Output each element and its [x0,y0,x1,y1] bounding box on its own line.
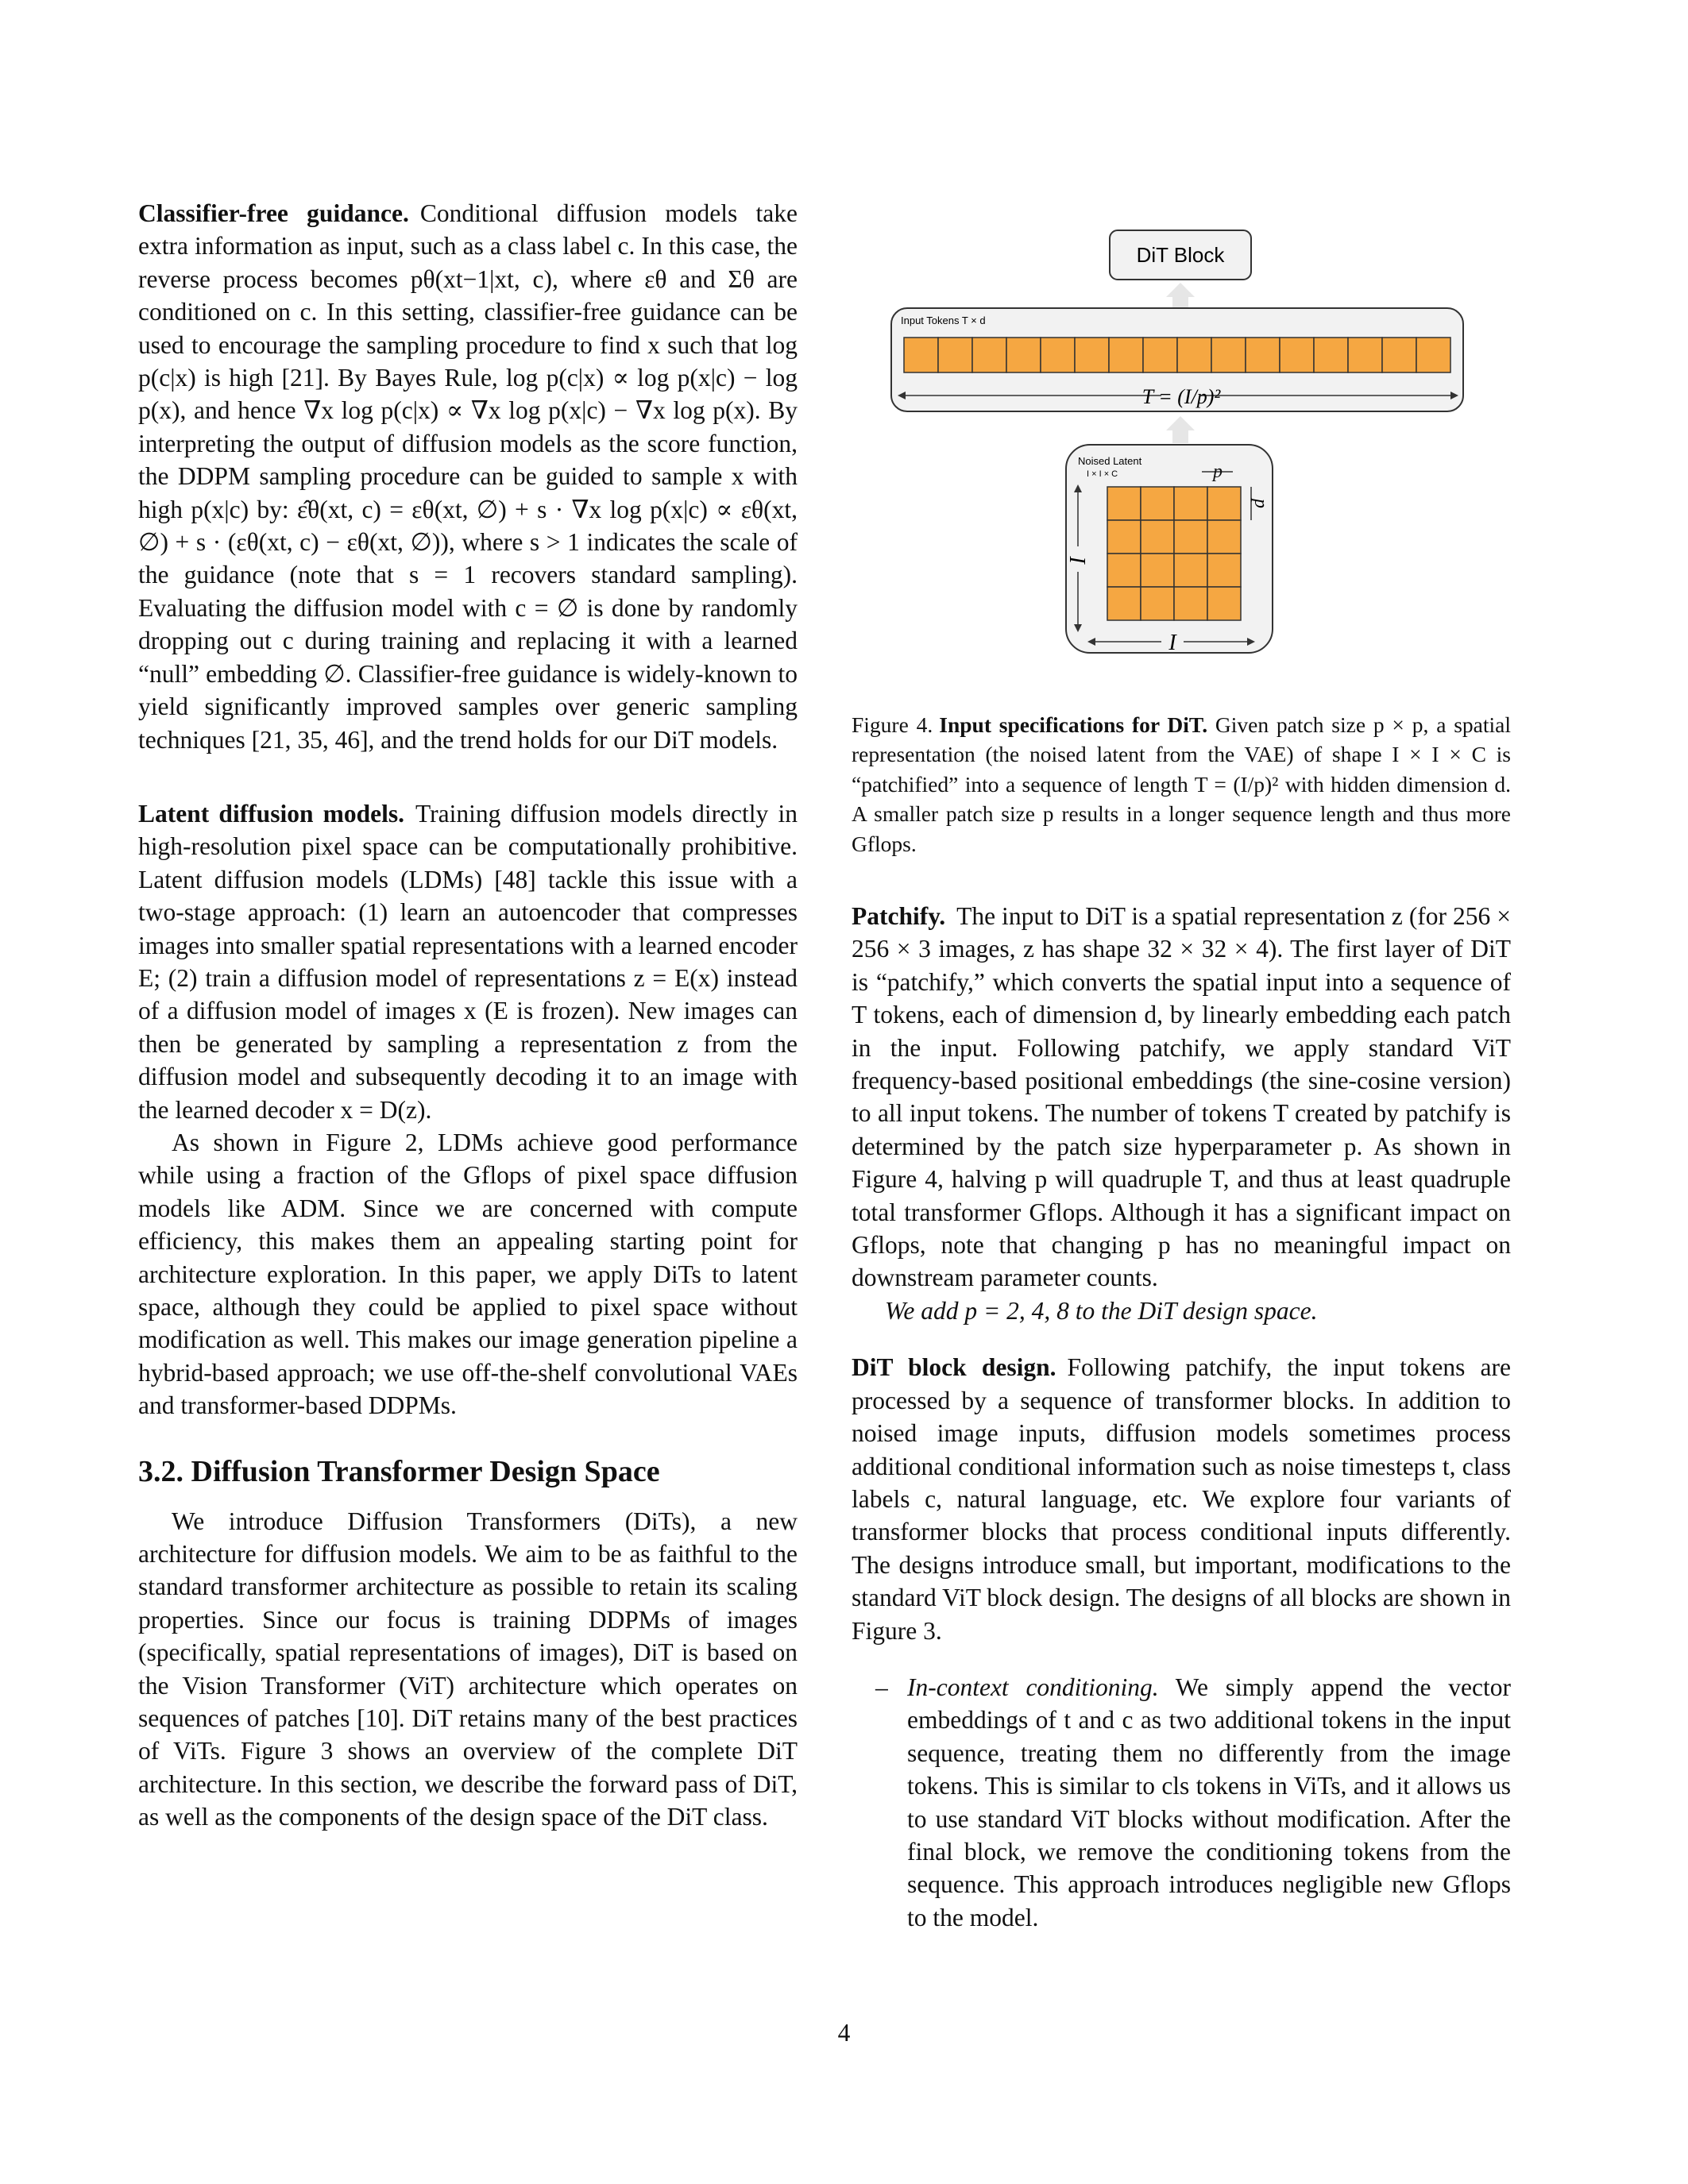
token-cell [1075,338,1109,372]
right-column [852,900,1511,1934]
caption-label: Figure 4. [852,712,933,737]
cfg-paragraph [138,197,798,756]
side-width-label: I [1168,631,1176,655]
latent-patch [1141,487,1174,520]
block-design-heading: DiT block design. [852,1353,1056,1382]
bullet-dash: – [875,1673,888,1701]
section-heading: 3.2. Diffusion Transformer Design Space [138,1454,660,1488]
latent-patch [1174,554,1207,587]
latent-patch [1107,520,1141,554]
page-number: 4 [837,2019,851,2047]
latent-patch [1207,587,1241,620]
token-cell [1006,338,1041,372]
ldm-paragraph [138,797,798,1126]
ldm-paragraph-2: As shown in Figure 2, LDMs achieve good performance while using a fraction of the Gflops of pixel space diffusion models like ADM. Since we are concerned with compute efficiency, this makes them an appealing starting point for architecture exploration. In this paper, we apply DiTs to latent space, although they could be applied to pixel space without modification as well. This makes our image generation pipeline a hybrid-based approach; we use off-the-shelf convolutional VAEs and transformer-based DDPMs. [138,1128,798,1420]
latent-patch [1174,520,1207,554]
token-cell [1280,338,1314,372]
latent-patch [1207,554,1241,587]
token-cell [1246,338,1280,372]
length-label: T = (I/p)² [1141,385,1221,408]
patch-height-label: p [1250,499,1271,508]
caption-text: Given patch size p × p, a spatial representation (the noised latent from the VAE) of shape I × I × C is “patchified” into a sequence of length T = (I/p)² with hidden dimension d. A smaller patch size p results in a longer sequence length and thus more Gflops. [852,712,1511,856]
latent-grid [1107,487,1241,620]
patchify-note: We add p = 2, 4, 8 to the DiT design space. [885,1296,1318,1325]
latent-label: Noised Latent [1078,455,1142,467]
dit-block-label: DiT Block [1136,243,1225,267]
token-cell [904,338,938,372]
figure-4 [852,229,1511,658]
figure-caption [852,710,1511,859]
token-cell [1177,338,1211,372]
latent-patch [1207,520,1241,554]
block-design-paragraph [852,1351,1511,1647]
token-cell [1211,338,1246,372]
ldm-text: Training diffusion models directly in high-resolution pixel space can be computationally prohibitive. Latent diffusion models (LDMs) [48] tackle this issue with a two-stage approach: (1) learn an autoencoder that compresses images into smaller spatial representations with a learned encoder E; (2) train a diffusion model of representations z = E(x) instead of a diffusion model of images x (E is frozen). New images can then be generated by sampling a representation z from the diffusion model and subsequently decoding it to an image with the learned decoder x = D(z). [138,799,798,1124]
patchify-heading: Patchify. [852,902,946,930]
token-row [904,338,1450,372]
bullet-in-context [852,1671,1511,1934]
side-height-label: I [1066,557,1091,565]
left-column [138,197,798,1834]
token-cell [1348,338,1382,372]
tokens-label: Input Tokens T × d [901,314,986,326]
up-arrow-2 [1166,416,1195,443]
token-cell [938,338,972,372]
token-cell [1041,338,1075,372]
block-design-text: Following patchify, the input tokens are processed by a sequence of transformer blocks. In addition to noised image inputs, diffusion models sometimes process additional conditional information such as noise timesteps t, class labels c, natural language, etc. We explore four variants of transformer blocks that process conditional inputs differently. The designs introduce small, but important, modifications to the standard ViT block design. The designs of all blocks are shown in Figure 3. [852,1353,1511,1645]
bullet-text: We simply append the vector embeddings of t and c as two additional tokens in the input sequence, treating them no differently from the image tokens. This is similar to cls tokens in ViTs, and it allows us to use standard ViT blocks without modification. After the final block, we remove the conditioning tokens from the sequence. This approach introduces negligible new Gflops to the model. [907,1673,1512,1931]
section-paragraph: We introduce Diffusion Transformers (DiTs), a new architecture for diffusion models. We aim to be as faithful to the standard transformer architecture as possible to retain its scaling properties. Since our focus is training DDPMs of images (specifically, spatial representations of images), DiT is based on the Vision Transformer (ViT) architecture which operates on sequences of patches [10]. DiT retains many of the best practices of ViTs. Figure 3 shows an overview of the complete DiT architecture. In this section, we describe the forward pass of DiT, as well as the components of the design space of the DiT class. [138,1507,798,1831]
cfg-heading: Classifier-free guidance. [138,199,409,227]
patchify-text: The input to DiT is a spatial representation z (for 256 × 256 × 3 images, z has shape 32 × 32 × 4). The first layer of DiT is “patchify,” which converts the spatial input into a sequence of T tokens, each of dimension d, by linearly embedding each patch in the input. Following patchify, we apply standard ViT frequency-based positional embeddings (the sine-cosine version) to all input tokens. The number of tokens T created by patchify is determined by the patch size hyperparameter p. As shown in Figure 4, halving p will quadruple T, and thus at least quadruple total transformer Gflops. Although it has a significant impact on Gflops, note that changing p has no meaningful impact on downstream parameter counts. [852,902,1511,1292]
latent-patch [1141,554,1174,587]
bullet-heading: In-context conditioning. [907,1673,1159,1701]
token-cell [1143,338,1177,372]
latent-patch [1174,487,1207,520]
caption-title: Input specifications for DiT. [939,712,1208,737]
patch-width-label: p [1213,461,1223,482]
latent-patch [1107,587,1141,620]
figure-4-diagram [852,229,1511,658]
latent-patch [1141,520,1174,554]
token-cell [1109,338,1143,372]
latent-patch [1107,487,1141,520]
patchify-paragraph [852,900,1511,1295]
token-cell [1314,338,1348,372]
ldm-heading: Latent diffusion models. [138,799,405,828]
up-arrow-1 [1166,283,1195,308]
latent-patch [1107,554,1141,587]
cfg-text: Conditional diffusion models take extra information as input, such as a class label c. In this case, the reverse process becomes pθ(xt−1|xt, c), where εθ and Σθ are conditioned on c. In this setting, classifier-free guidance can be used to encourage the sampling procedure to find x such that log p(c|x) is high [21]. By Bayes Rule, log p(c|x) ∝ log p(x|c) − log p(x), and hence ∇x log p(c|x) ∝ ∇x log p(x|c) − ∇x log p(x). By interpreting the output of diffusion models as the score function, the DDPM sampling procedure can be guided to sample x with high p(x|c) by: ε̂θ(xt, c) = εθ(xt, ∅) + s · ∇x log p(x|c) ∝ εθ(xt, ∅) + s · (εθ(xt, c) − εθ(xt, ∅)), where s > 1 indicates the scale of the guidance (note that s = 1 recovers standard sampling). Evaluating the diffusion model with c = ∅ is done by randomly dropping out c during training and replacing it with a learned “null” embedding ∅. Classifier-free guidance is widely-known to yield significantly improved samples over generic sampling techniques [21, 35, 46], and the trend holds for our DiT models. [138,199,798,754]
latent-shape: I × I × C [1087,469,1118,479]
token-cell [1416,338,1450,372]
latent-patch [1141,587,1174,620]
token-cell [1382,338,1416,372]
token-cell [972,338,1006,372]
latent-patch [1174,587,1207,620]
latent-patch [1207,487,1241,520]
